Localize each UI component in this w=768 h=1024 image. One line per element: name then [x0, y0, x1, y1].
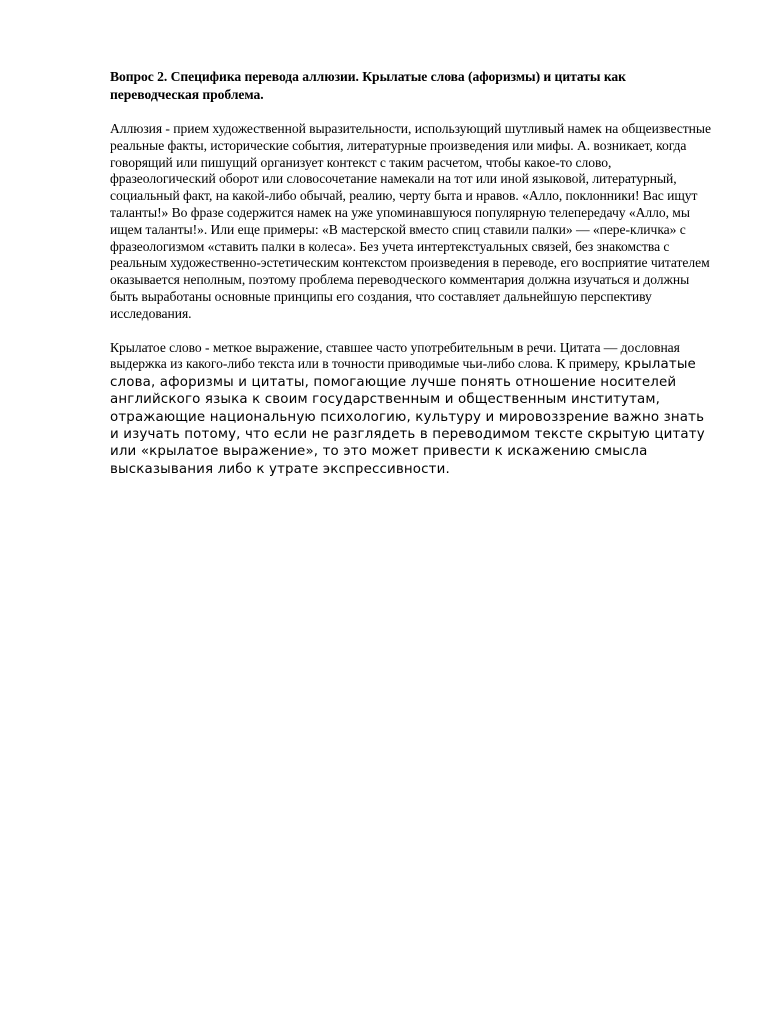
allusion-paragraph: Аллюзия - прием художественной выразительности, использующий шутливый намек на общеизвестные реальные факты, исторические события, литературные произведения или мифы. А. возникает, когда говорящий или пишущий организует контекст с таким расчетом, чтобы какое-то слово, фразеологический оборот или словосочетание намекали на тот или иной языковой, литературный, социальный факт, на какой-либо обычай, реалию, черту быта и нравов. «Алло, поклонники! Вас ищут таланты!» Во фразе содержится намек на уже упоминавшуюся популярную телепередачу «Алло, мы ищем таланты!». Или еще примеры: «В мастерской вместо спиц ставили палки» — «пере-кличка» с фразеологизмом «ставить палки в колеса». Без учета интертекстуальных связей, без знакомства с реальным художественно-эстетическим контекстом произведения в переводе, его восприятие читателем оказывается неполным, поэтому проблема переводческого комментария должна изучаться и должны быть выработаны основные принципы его создания, что составляет дальнейшую перспективу исследования. [110, 121, 711, 321]
catchphrase-paragraph [110, 340, 714, 479]
document-page [110, 68, 714, 478]
catchphrase-paragraph-serif-text: Крылатое слово - меткое выражение, ставшее часто употребительным в речи. Цитата — дословная выдержка из какого-либо текста или в точности приводимые чьи-либо слова. К примеру, [110, 339, 680, 372]
question-heading: Вопрос 2. Специфика перевода аллюзии. Крылатые слова (афоризмы) и цитаты как переводческая проблема. [110, 69, 626, 102]
catchphrase-paragraph-sans-text: крылатые слова, афоризмы и цитаты, помогающие лучше понять отношение носителей английского языка к своим государственным и общественным институтам, отражающие национальную психологию, культуру и мировоззрение важно знать и изучать потому, что если не разглядеть в переводимом тексте скрытую цитату или «крылатое выражение», то это может привести к искажению смысла высказывания либо к утрате экспрессивности. [110, 357, 705, 477]
